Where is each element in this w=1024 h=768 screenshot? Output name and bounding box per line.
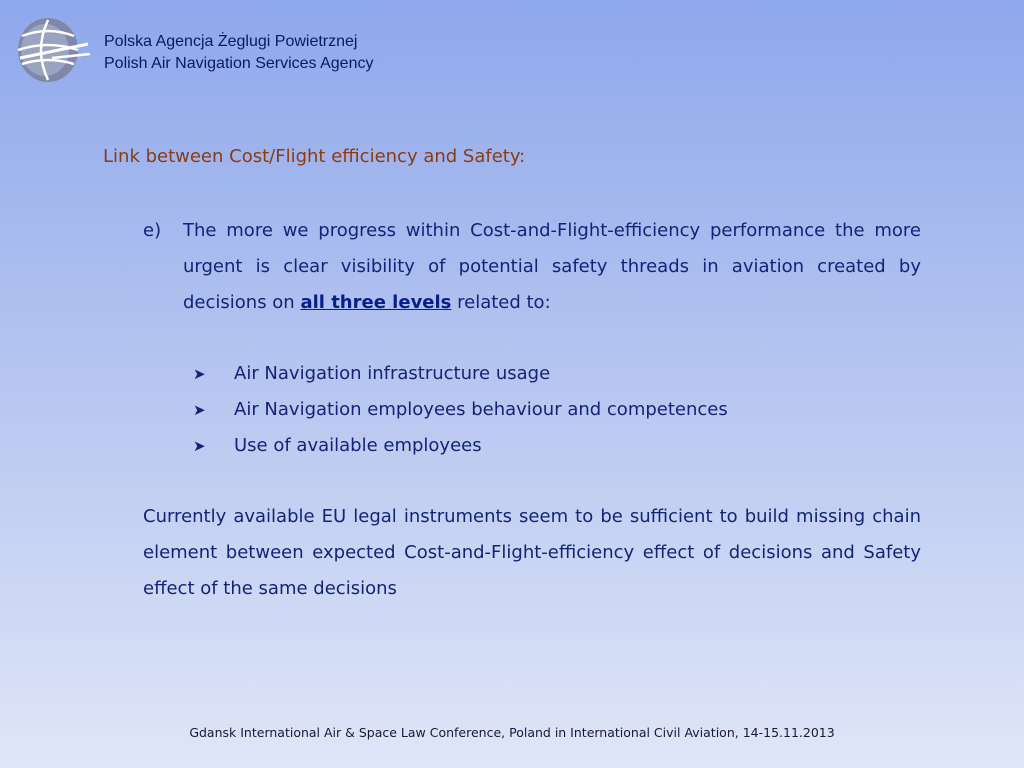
agency-name-polish: Polska Agencja Żeglugi Powietrznej <box>104 33 358 50</box>
bullet-text: Use of available employees <box>234 435 482 456</box>
bullet-text: Air Navigation infrastructure usage <box>234 363 551 384</box>
bullet-item <box>193 356 728 392</box>
list-item-e <box>143 213 921 321</box>
closing-paragraph: Currently available EU legal instruments seem to be sufficient to build missing chain element between expected Cost-and-Flight-efficiency effect of decisions and Safety effect of the same decisions <box>143 506 921 599</box>
arrow-bullet-icon: ➤ <box>193 365 206 383</box>
slide-heading: Link between Cost/Flight efficiency and Safety: <box>103 146 526 167</box>
footer-text: Gdansk International Air & Space Law Conference, Poland in International Civil Aviation, 14-15.11.2013 <box>189 725 835 740</box>
bullet-item <box>193 392 728 428</box>
bullet-item <box>193 428 728 464</box>
item-marker: e) <box>143 220 162 241</box>
item-e-text <box>183 213 921 321</box>
item-e-text-start: The more we progress within Cost-and-Flight-efficiency performance the more urgent is clear visibility of potential safety threads in aviation created by decisions on <box>183 220 921 313</box>
arrow-bullet-icon: ➤ <box>193 401 206 419</box>
pansa-logo-icon <box>12 14 92 86</box>
item-e-text-end: related to: <box>451 292 551 313</box>
agency-name <box>104 31 373 75</box>
arrow-bullet-icon: ➤ <box>193 437 206 455</box>
bullet-list <box>193 356 728 464</box>
agency-name-english: Polish Air Navigation Services Agency <box>104 55 374 72</box>
all-three-levels-emphasis: all three levels <box>300 292 452 313</box>
bullet-text: Air Navigation employees behaviour and competences <box>234 399 728 420</box>
